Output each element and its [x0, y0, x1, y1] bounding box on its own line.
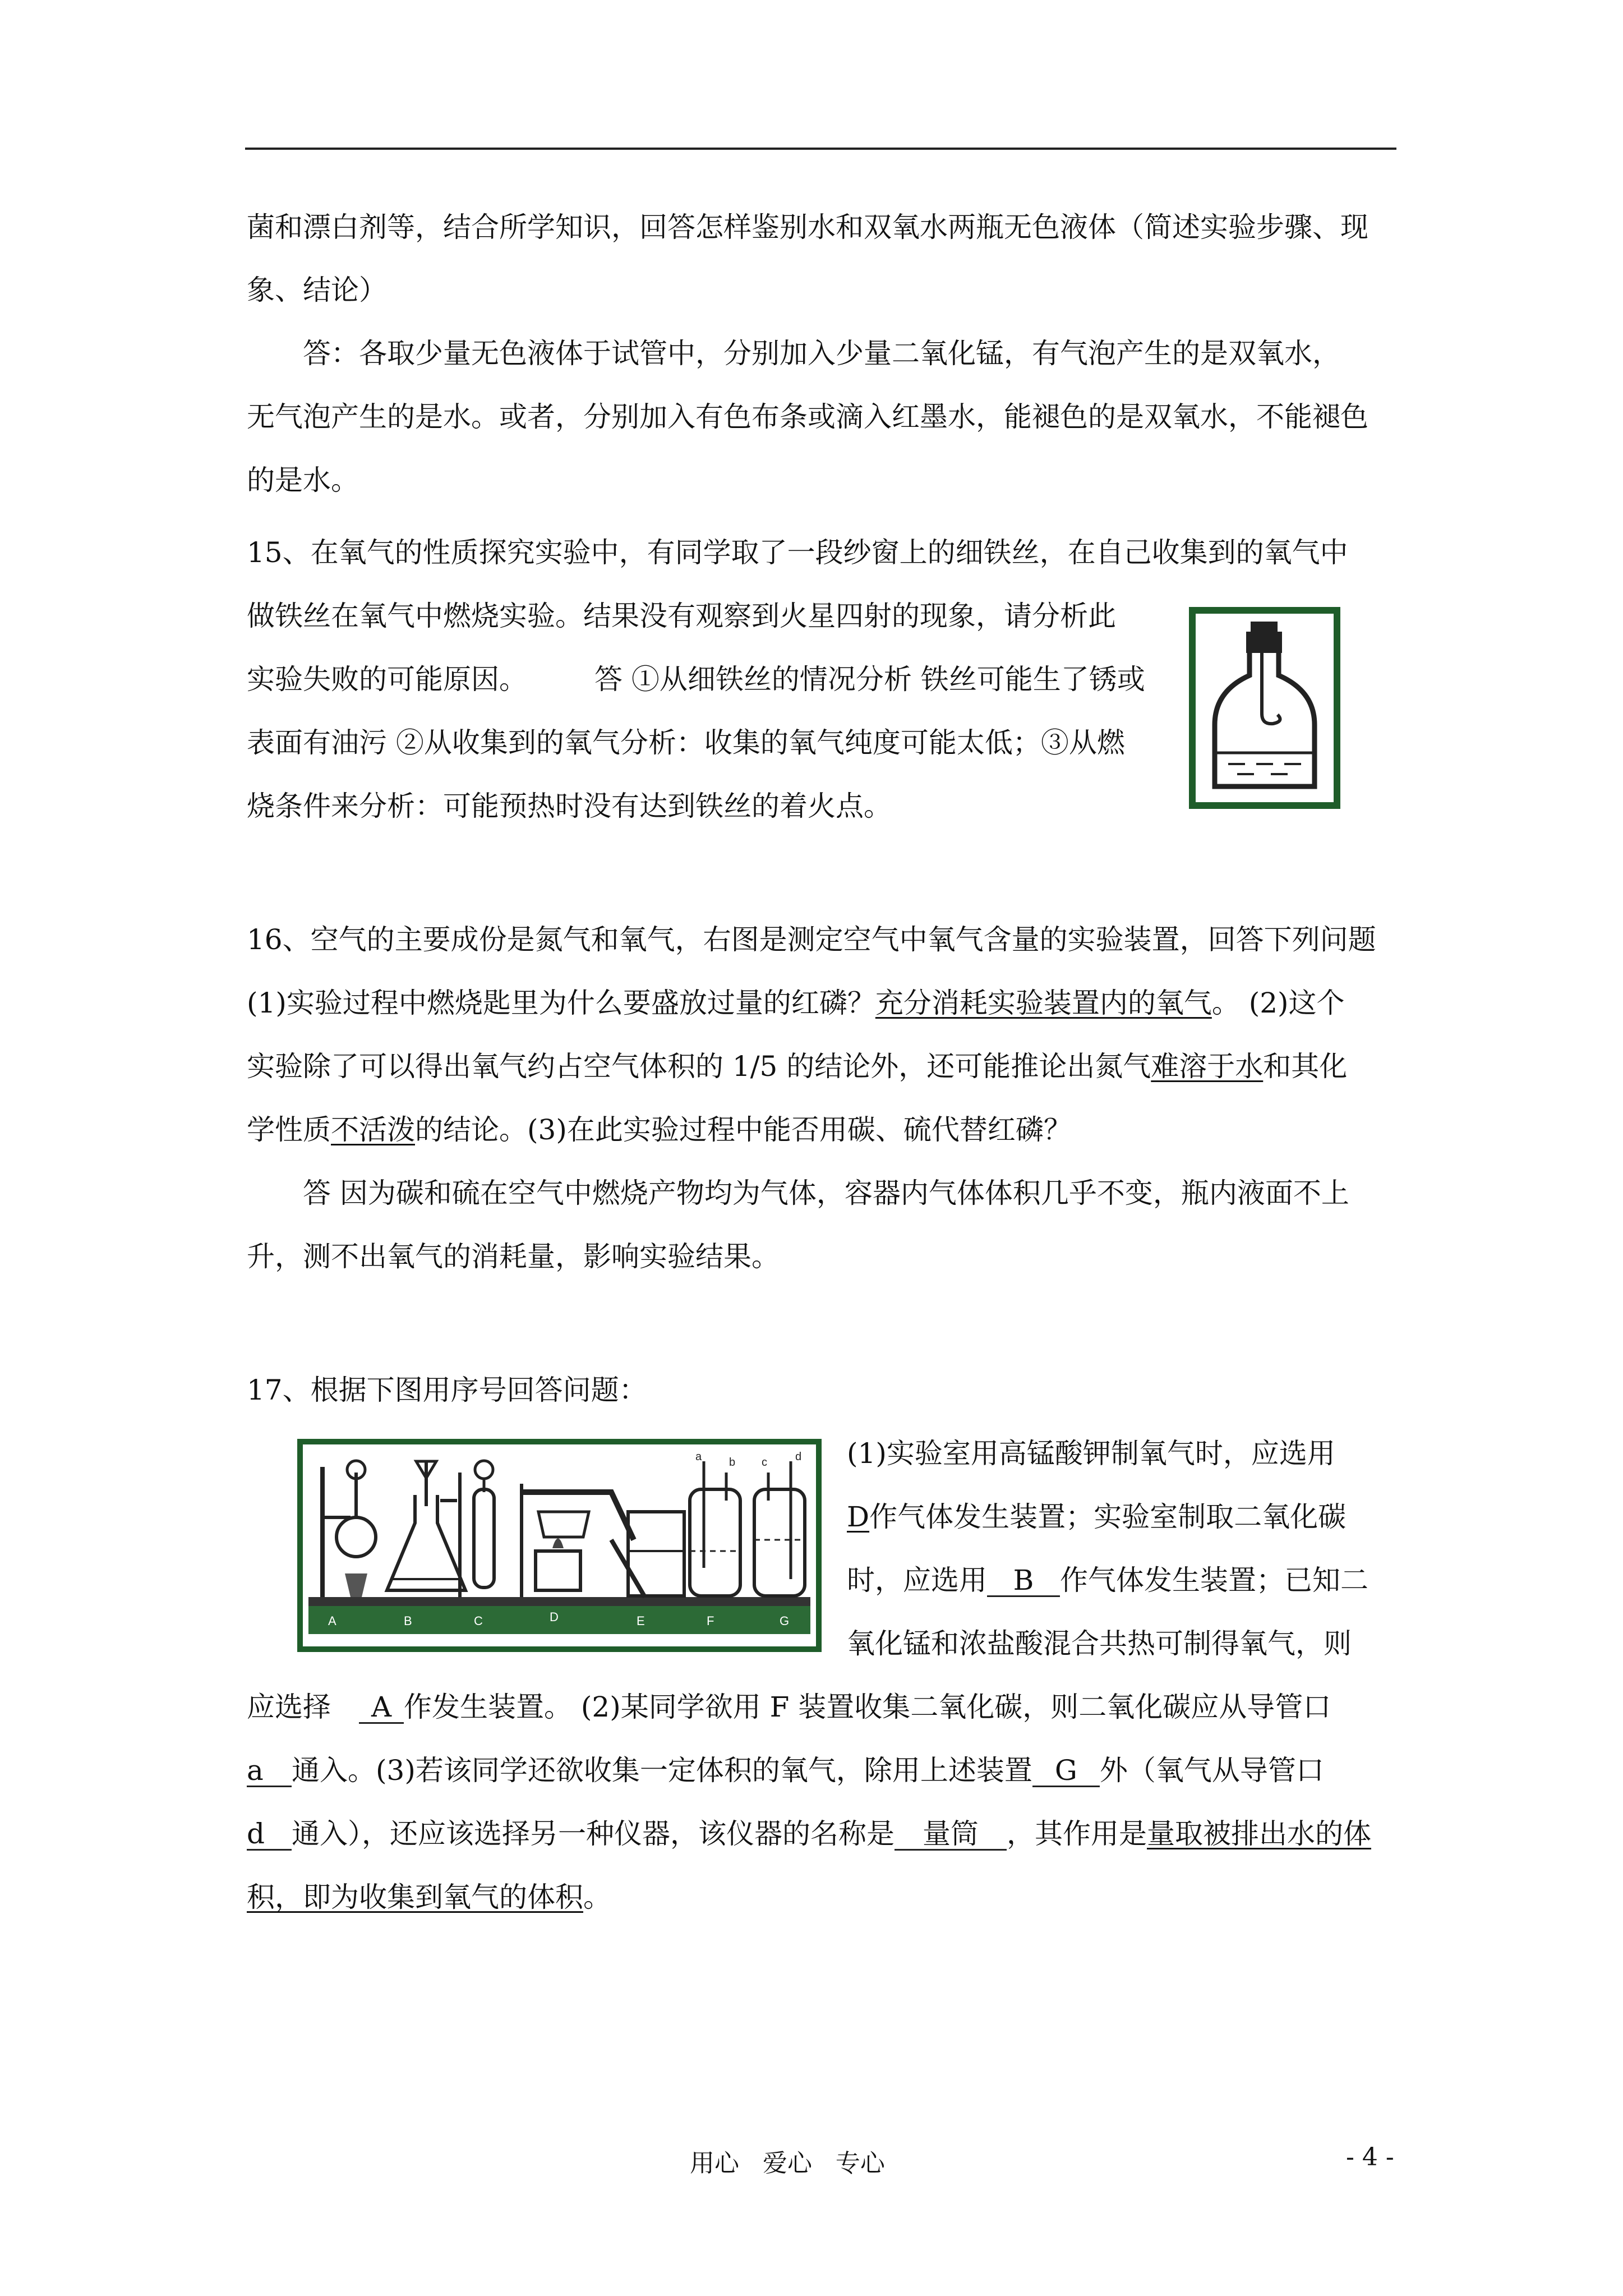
- footer-motto: 用心 爱心 专心: [690, 2149, 885, 2178]
- answer-underlined: 量取被排出水的体: [1147, 1818, 1371, 1850]
- text-line: 升，测不出氧气的消耗量，影响实验结果。: [247, 1240, 780, 1273]
- text-line: d 通入），还应该选择另一种仪器，该仪器的名称是 量筒 ，其作用是量取被排出水的体: [247, 1818, 1371, 1850]
- answer-blank: 量筒: [895, 1819, 1007, 1851]
- apparatus-label: C: [474, 1614, 483, 1628]
- tube-label: b: [729, 1456, 736, 1469]
- text-line: 学性质不活泼的结论。(3)在此实验过程中能否用碳、硫代替红磷？: [247, 1114, 1072, 1146]
- text-line: 无气泡产生的是水。或者，分别加入有色布条或滴入红墨水，能褪色的是双氧水，不能褪色: [247, 401, 1368, 433]
- apparatus-label: D: [550, 1610, 559, 1624]
- text-line: 实验除了可以得出氧气约占空气体积的 1/5 的结论外，还可能推论出氮气难溶于水和其化: [247, 1050, 1348, 1083]
- answer-underlined: 充分消耗实验装置内的氧气: [875, 987, 1212, 1019]
- answer-line: 答：各取少量无色液体于试管中，分别加入少量二氧化锰，有气泡产生的是双氧水，: [303, 337, 1340, 370]
- apparatus-label: A: [328, 1614, 336, 1628]
- answer-blank: d: [247, 1819, 292, 1851]
- text-line: D作气体发生装置；实验室制取二氧化碳: [847, 1501, 1347, 1533]
- answer-underlined: D: [847, 1501, 870, 1533]
- answer-underlined: 积，即为收集到氧气的体积: [247, 1881, 583, 1913]
- answer-blank: G: [1032, 1755, 1100, 1787]
- question-15: 15、在氧气的性质探究实验中，有同学取了一段纱窗上的细铁丝，在自己收集到的氧气中: [247, 536, 1348, 569]
- answer-blank: a: [247, 1755, 292, 1787]
- apparatus-figure: [297, 1439, 822, 1652]
- answer-blank: B: [987, 1565, 1060, 1597]
- answer-underlined: 难溶于水: [1151, 1050, 1264, 1083]
- apparatus-label: B: [404, 1614, 412, 1628]
- text-line: 菌和漂白剂等，结合所学知识，回答怎样鉴别水和双氧水两瓶无色液体（简述实验步骤、现: [247, 211, 1368, 243]
- question-16: 16、空气的主要成份是氮气和氧气，右图是测定空气中氧气含量的实验装置，回答下列问题: [247, 923, 1376, 956]
- text-line: 积，即为收集到氧气的体积。: [247, 1881, 611, 1913]
- apparatus-label: G: [780, 1614, 790, 1628]
- text-line: (1)实验室用高锰酸钾制氧气时，应选用: [847, 1437, 1335, 1470]
- text-line: 表面有油污 ②从收集到的氧气分析：收集的氧气纯度可能太低；③从燃: [247, 726, 1125, 759]
- answer-underlined: 不活泼: [331, 1114, 415, 1146]
- text-line: 烧条件来分析：可能预热时没有达到铁丝的着火点。: [247, 790, 892, 822]
- apparatus-label: F: [707, 1614, 714, 1628]
- text-line: 做铁丝在氧气中燃烧实验。结果没有观察到火星四射的现象，请分析此: [247, 600, 1116, 632]
- text-line: 氧化锰和浓盐酸混合共热可制得氧气，则: [847, 1627, 1352, 1660]
- answer-blank: A: [359, 1692, 404, 1724]
- text-line: 象、结论）: [247, 274, 387, 306]
- question-17: 17、根据下图用序号回答问题：: [247, 1374, 647, 1406]
- text-line: 应选择 A 作发生装置。 (2)某同学欲用 F 装置收集二氧化碳，则二氧化碳应从导管口: [247, 1691, 1331, 1723]
- apparatus-label: E: [637, 1614, 645, 1628]
- text-line: 时，应选用 B 作气体发生装置；已知二: [847, 1564, 1368, 1596]
- tube-label: a: [695, 1451, 702, 1463]
- text-line: a 通入。(3)若该同学还欲收集一定体积的氧气，除用上述装置 G 外（氧气从导管口: [247, 1754, 1324, 1787]
- text-line: 实验失败的可能原因。 答 ①从细铁丝的情况分析 铁丝可能生了锈或: [247, 663, 1145, 696]
- answer-line: 答 因为碳和硫在空气中燃烧产物均为气体，容器内气体体积几乎不变，瓶内液面不上: [303, 1177, 1349, 1209]
- tube-label: c: [762, 1456, 767, 1469]
- bottle-figure: [1189, 607, 1340, 809]
- tube-label: d: [795, 1451, 802, 1463]
- page-number: - 4 -: [1346, 2143, 1394, 2171]
- header-rule: [245, 148, 1396, 150]
- text-line: 的是水。: [247, 464, 359, 496]
- text-line: (1)实验过程中燃烧匙里为什么要盛放过量的红磷？充分消耗实验装置内的氧气。 (2)这个: [247, 987, 1345, 1019]
